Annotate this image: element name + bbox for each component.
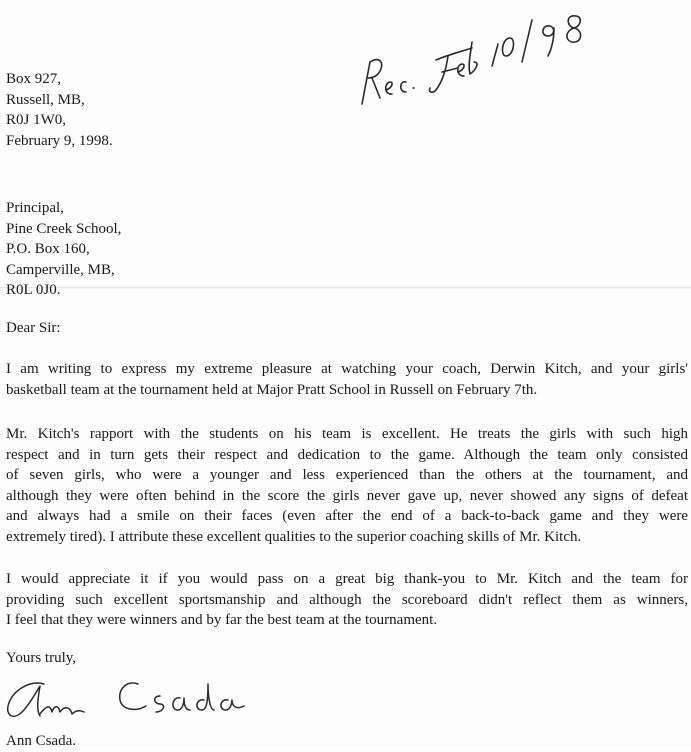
paragraph-line: although they were often behind in the score the girls never gave up, never showed any signs of defeat bbox=[6, 487, 688, 504]
sender-address-line: R0J 1W0, bbox=[6, 112, 66, 128]
paragraph-line: I would appreciate it if you would pass on a great big thank-you to Mr. Kitch and the team for bbox=[6, 571, 688, 587]
paragraph-line: Mr. Kitch's rapport with the students on his team is excellent. He treats the girls with such high bbox=[6, 426, 688, 442]
sender-address-line: Box 927, bbox=[6, 71, 62, 87]
handwritten-signature bbox=[0, 676, 260, 726]
paragraph-line: respect and in turn gets their respect and dedication to the game. Although the team only consisted bbox=[6, 446, 688, 463]
signer-name-text: Ann Csada. bbox=[6, 733, 76, 749]
paragraph-line: I feel that they were winners and by far the best team at the tournament. bbox=[6, 612, 438, 628]
closing bbox=[6, 648, 76, 669]
letter-date: February 9, 1998. bbox=[6, 132, 113, 149]
signer-name bbox=[6, 731, 76, 752]
paragraph-line: providing such excellent sportsmanship and although the scoreboard didn't reflect them as winners, bbox=[6, 591, 688, 608]
received-date-handwritten-note bbox=[350, 0, 600, 110]
body-paragraph-1 bbox=[6, 359, 688, 400]
recipient-address-line: P.O. Box 160, bbox=[6, 241, 90, 257]
paragraph-line: and always had a smile on their faces (even after the end of a back-to-back game and they were bbox=[6, 508, 688, 524]
salutation-text: Dear Sir: bbox=[6, 320, 61, 336]
paragraph-line: basketball team at the tournament held at Major Pratt School in Russell on February 7th. bbox=[6, 381, 538, 398]
paragraph-line: I am writing to express my extreme pleasure at watching your coach, Derwin Kitch, and your girls' bbox=[6, 361, 688, 377]
closing-text: Yours truly, bbox=[6, 650, 77, 666]
salutation bbox=[6, 318, 61, 339]
body-paragraph-2 bbox=[6, 424, 688, 547]
recipient-address-line: R0L 0J0. bbox=[6, 282, 61, 298]
recipient-address bbox=[6, 198, 121, 301]
sender-address bbox=[6, 69, 113, 151]
recipient-address-line: Camperville, MB, bbox=[6, 261, 115, 278]
recipient-address-line: Pine Creek School, bbox=[6, 220, 122, 237]
body-paragraph-3 bbox=[6, 569, 688, 631]
sender-address-line: Russell, MB, bbox=[6, 91, 85, 108]
recipient-address-line: Principal, bbox=[6, 200, 64, 216]
paragraph-line: extremely tired). I attribute these excellent qualities to the superior coaching skills of Mr. Kitch. bbox=[6, 528, 582, 545]
paragraph-line: of seven girls, who were a younger and less experienced than the others at the tournament, and bbox=[6, 467, 688, 483]
